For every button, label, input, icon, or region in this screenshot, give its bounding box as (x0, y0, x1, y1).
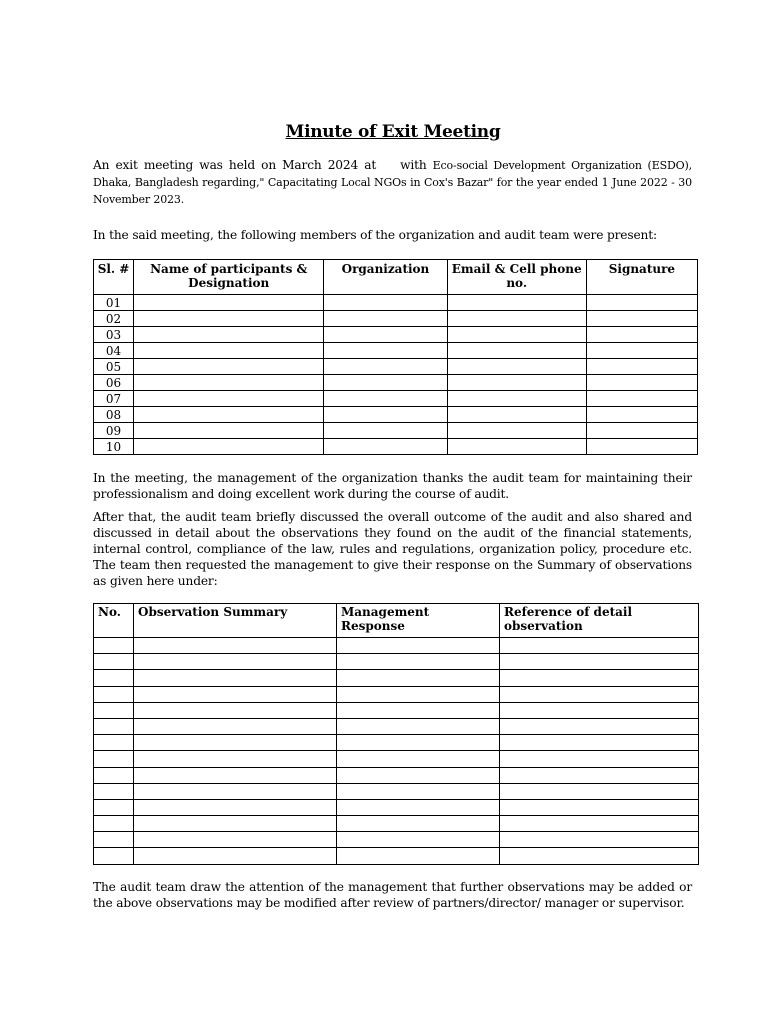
row-number: 04 (94, 343, 134, 359)
email-phone-cell[interactable] (447, 423, 586, 439)
reference-cell[interactable] (500, 751, 699, 767)
table-row (94, 343, 698, 359)
no-cell[interactable] (94, 767, 134, 783)
observation-summary-cell[interactable] (134, 638, 337, 654)
table-row (94, 391, 698, 407)
signature-cell[interactable] (586, 295, 697, 311)
signature-cell[interactable] (586, 311, 697, 327)
header-signature: Signature (586, 260, 697, 295)
reference-cell[interactable] (500, 654, 699, 670)
management-response-cell[interactable] (337, 702, 500, 718)
observation-summary-cell[interactable] (134, 832, 337, 848)
organization-cell[interactable] (324, 359, 447, 375)
management-response-cell[interactable] (337, 735, 500, 751)
name-cell[interactable] (134, 359, 324, 375)
page-title: Minute of Exit Meeting (285, 122, 501, 142)
signature-cell[interactable] (586, 343, 697, 359)
no-cell[interactable] (94, 816, 134, 832)
header-observation-summary: Observation Summary (134, 604, 337, 638)
reference-cell[interactable] (500, 638, 699, 654)
no-cell[interactable] (94, 832, 134, 848)
management-response-cell[interactable] (337, 799, 500, 815)
table-row (94, 359, 698, 375)
management-response-cell[interactable] (337, 670, 500, 686)
name-cell[interactable] (134, 327, 324, 343)
intro-paragraph (93, 157, 692, 208)
intro-text-part1: An exit meeting was held on March 2024 at (93, 158, 377, 172)
no-cell[interactable] (94, 638, 134, 654)
no-cell[interactable] (94, 718, 134, 734)
reference-cell[interactable] (500, 735, 699, 751)
header-no: No. (94, 604, 134, 638)
reference-cell[interactable] (500, 718, 699, 734)
table-row (94, 783, 699, 799)
no-cell[interactable] (94, 783, 134, 799)
observation-summary-cell[interactable] (134, 654, 337, 670)
reference-cell[interactable] (500, 848, 699, 864)
thanks-paragraph: In the meeting, the management of the organization thanks the audit team for maintaining their professionalism and doing excellent work during the course of audit. (93, 471, 692, 501)
observation-summary-cell[interactable] (134, 799, 337, 815)
no-cell[interactable] (94, 735, 134, 751)
table-row (94, 654, 699, 670)
no-cell[interactable] (94, 799, 134, 815)
organization-cell[interactable] (324, 423, 447, 439)
header-email-phone: Email & Cell phone no. (447, 260, 586, 295)
organization-cell[interactable] (324, 343, 447, 359)
row-number: 01 (94, 295, 134, 311)
observation-summary-cell[interactable] (134, 783, 337, 799)
management-response-cell[interactable] (337, 832, 500, 848)
observation-summary-cell[interactable] (134, 848, 337, 864)
table-row (94, 638, 699, 654)
email-phone-cell[interactable] (447, 311, 586, 327)
row-number: 02 (94, 311, 134, 327)
management-response-cell[interactable] (337, 638, 500, 654)
name-cell[interactable] (134, 407, 324, 423)
reference-cell[interactable] (500, 832, 699, 848)
table-row (94, 751, 699, 767)
name-cell[interactable] (134, 423, 324, 439)
header-organization: Organization (324, 260, 447, 295)
email-phone-cell[interactable] (447, 375, 586, 391)
reference-cell[interactable] (500, 767, 699, 783)
participants-header-row (94, 260, 698, 295)
table-row (94, 799, 699, 815)
organization-cell[interactable] (324, 295, 447, 311)
organization-cell[interactable] (324, 311, 447, 327)
organization-cell[interactable] (324, 439, 447, 455)
participants-table (93, 259, 698, 455)
organization-cell[interactable] (324, 375, 447, 391)
management-response-cell[interactable] (337, 751, 500, 767)
header-name-designation: Name of participants & Designation (134, 260, 324, 295)
table-row (94, 375, 698, 391)
management-response-cell[interactable] (337, 718, 500, 734)
management-response-cell[interactable] (337, 783, 500, 799)
table-row (94, 439, 698, 455)
header-sl: Sl. # (94, 260, 134, 295)
signature-cell[interactable] (586, 423, 697, 439)
name-cell[interactable] (134, 311, 324, 327)
intro-text-part2: with (400, 158, 427, 172)
email-phone-cell[interactable] (447, 327, 586, 343)
table-row (94, 767, 699, 783)
observation-summary-cell[interactable] (134, 670, 337, 686)
management-response-cell[interactable] (337, 816, 500, 832)
observations-header-row (94, 604, 699, 638)
table-row (94, 832, 699, 848)
management-response-cell[interactable] (337, 686, 500, 702)
observation-summary-cell[interactable] (134, 686, 337, 702)
discussion-paragraph: After that, the audit team briefly discussed the overall outcome of the audit and also shared and discussed in detail about the observations they found on the audit of the financial statements, internal control, compliance of the law, rules and regulations, organization policy, procedure etc. The team then requested the management to give their response on the Summary of observations as given here under: (93, 510, 692, 588)
reference-cell[interactable] (500, 702, 699, 718)
table-row (94, 848, 699, 864)
no-cell[interactable] (94, 751, 134, 767)
name-cell[interactable] (134, 439, 324, 455)
table-row (94, 816, 699, 832)
signature-cell[interactable] (586, 439, 697, 455)
management-response-cell[interactable] (337, 848, 500, 864)
table-row (94, 670, 699, 686)
header-reference: Reference of detail observation (500, 604, 699, 638)
organization-cell[interactable] (324, 391, 447, 407)
signature-cell[interactable] (586, 327, 697, 343)
row-number: 03 (94, 327, 134, 343)
no-cell[interactable] (94, 848, 134, 864)
management-response-cell[interactable] (337, 654, 500, 670)
table-row (94, 295, 698, 311)
signature-cell[interactable] (586, 359, 697, 375)
row-number: 08 (94, 407, 134, 423)
table-row (94, 311, 698, 327)
observation-summary-cell[interactable] (134, 816, 337, 832)
email-phone-cell[interactable] (447, 439, 586, 455)
email-phone-cell[interactable] (447, 391, 586, 407)
observation-summary-cell[interactable] (134, 767, 337, 783)
row-number: 06 (94, 375, 134, 391)
email-phone-cell[interactable] (447, 407, 586, 423)
organization-cell[interactable] (324, 407, 447, 423)
reference-cell[interactable] (500, 670, 699, 686)
observation-summary-cell[interactable] (134, 735, 337, 751)
no-cell[interactable] (94, 686, 134, 702)
organization-cell[interactable] (324, 327, 447, 343)
name-cell[interactable] (134, 391, 324, 407)
row-number: 07 (94, 391, 134, 407)
observation-summary-cell[interactable] (134, 718, 337, 734)
reference-cell[interactable] (500, 783, 699, 799)
signature-cell[interactable] (586, 391, 697, 407)
observation-summary-cell[interactable] (134, 751, 337, 767)
table-row (94, 407, 698, 423)
email-phone-cell[interactable] (447, 295, 586, 311)
observations-body (94, 638, 699, 865)
row-number: 10 (94, 439, 134, 455)
no-cell[interactable] (94, 654, 134, 670)
row-number: 05 (94, 359, 134, 375)
intro-text-part3: Eco-social Development Organization (ESDO), Dhaka, Bangladesh regarding," Capacitating Local NGOs in Cox's Bazar" for the year ended 1 June 2022 - 30 November 2023. (93, 159, 692, 206)
table-row (94, 735, 699, 751)
no-cell[interactable] (94, 702, 134, 718)
members-intro: In the said meeting, the following members of the organization and audit team were present: (93, 228, 657, 242)
reference-cell[interactable] (500, 816, 699, 832)
table-row (94, 718, 699, 734)
table-row (94, 686, 699, 702)
reference-cell[interactable] (500, 799, 699, 815)
email-phone-cell[interactable] (447, 359, 586, 375)
signature-cell[interactable] (586, 375, 697, 391)
no-cell[interactable] (94, 670, 134, 686)
observations-table (93, 603, 699, 865)
closing-paragraph: The audit team draw the attention of the management that further observations may be added or the above observations may be modified after review of partners/director/ manager or supervisor. (93, 880, 692, 910)
row-number: 09 (94, 423, 134, 439)
table-row (94, 423, 698, 439)
signature-cell[interactable] (586, 407, 697, 423)
management-response-cell[interactable] (337, 767, 500, 783)
name-cell[interactable] (134, 375, 324, 391)
table-row (94, 327, 698, 343)
name-cell[interactable] (134, 343, 324, 359)
email-phone-cell[interactable] (447, 343, 586, 359)
header-management-response: Management Response (337, 604, 500, 638)
observation-summary-cell[interactable] (134, 702, 337, 718)
name-cell[interactable] (134, 295, 324, 311)
reference-cell[interactable] (500, 686, 699, 702)
table-row (94, 702, 699, 718)
